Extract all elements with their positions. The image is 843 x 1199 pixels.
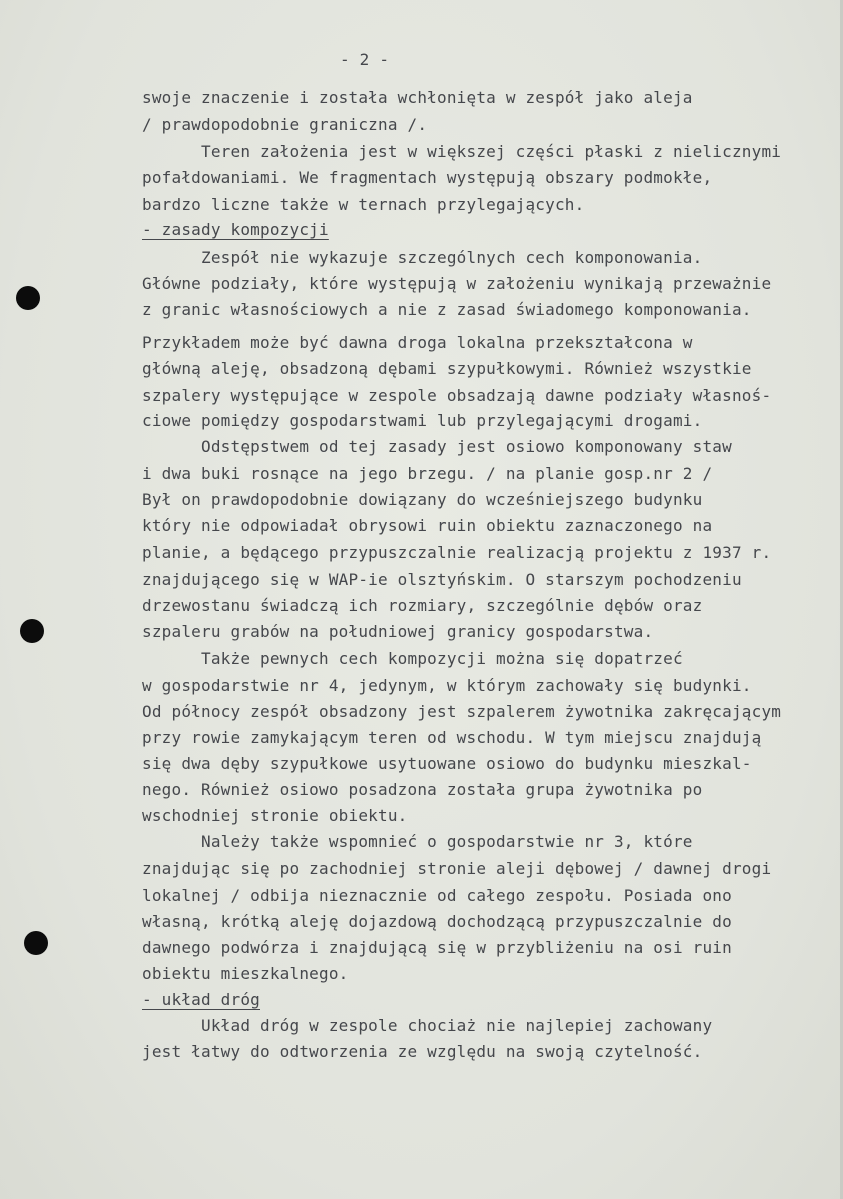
punch-hole-bottom [24, 931, 48, 955]
text-line: Zespół nie wykazuje szczególnych cech komponowania. [142, 248, 703, 267]
text-line: główną aleję, obsadzoną dębami szypułkowymi. Również wszystkie [142, 359, 752, 378]
text-line: pofałdowaniami. We fragmentach występują obszary podmokłe, [142, 168, 713, 187]
text-line: Układ dróg w zespole chociaż nie najlepiej zachowany [142, 1016, 713, 1035]
text-line: i dwa buki rosnące na jego brzegu. / na planie gosp.nr 2 / [142, 464, 713, 483]
text-line: obiektu mieszkalnego. [142, 964, 349, 983]
text-line: Teren założenia jest w większej części płaski z nielicznymi [142, 142, 782, 161]
text-line: z granic własnościowych a nie z zasad świadomego komponowania. [142, 300, 752, 319]
text-line: swoje znaczenie i została wchłonięta w zespół jako aleja [142, 88, 693, 107]
punch-hole-middle [20, 619, 44, 643]
text-line: Od północy zespół obsadzony jest szpalerem żywotnika zakręcającym [142, 702, 782, 721]
text-line: przy rowie zamykającym teren od wschodu. W tym miejscu znajdują [142, 728, 762, 747]
text-line: Przykładem może być dawna droga lokalna przekształcona w [142, 333, 693, 352]
section-heading-roads: - układ dróg [142, 990, 260, 1009]
text-line: drzewostanu świadczą ich rozmiary, szczególnie dębów oraz [142, 596, 703, 615]
section-heading-composition: - zasady kompozycji [142, 220, 329, 239]
text-line: jest łatwy do odtworzenia ze względu na swoją czytelność. [142, 1042, 703, 1061]
text-line: planie, a będącego przypuszczalnie realizacją projektu z 1937 r. [142, 543, 772, 562]
text-line: się dwa dęby szypułkowe usytuowane osiowo do budynku mieszkal- [142, 754, 752, 773]
page-number: - 2 - [340, 50, 390, 69]
text-line: lokalnej / odbija nieznacznie od całego zespołu. Posiada ono [142, 886, 732, 905]
text-line: dawnego podwórza i znajdującą się w przybliżeniu na osi ruin [142, 938, 732, 957]
text-line: znajdując się po zachodniej stronie alejі dębowej / dawnej drogi [142, 859, 772, 878]
text-line: nego. Również osiowo posadzona została grupa żywotnika po [142, 780, 703, 799]
punch-hole-top [16, 286, 40, 310]
text-line: znajdującego się w WAP-ie olsztyńskim. O starszym pochodzeniu [142, 570, 742, 589]
text-line: wschodniej stronie obiektu. [142, 806, 408, 825]
text-line: Należy także wspomnieć o gospodarstwie nr 3, które [142, 832, 693, 851]
text-line: Odstępstwem od tej zasady jest osiowo komponowany staw [142, 437, 732, 456]
text-line: Także pewnych cech kompozycji można się dopatrzeć [142, 649, 683, 668]
text-line: Był on prawdopodobnie dowiązany do wcześniejszego budynku [142, 490, 703, 509]
text-line: bardzo liczne także w ternach przylegających. [142, 195, 585, 214]
text-line: ciowe pomiędzy gospodarstwami lub przylegającymi drogami. [142, 411, 703, 430]
text-line: który nie odpowiadał obrysowi ruin obiektu zaznaczonego na [142, 516, 713, 535]
text-line: w gospodarstwie nr 4, jedynym, w którym zachowały się budynki. [142, 676, 752, 695]
text-line: własną, krótką aleję dojazdową dochodzącą przypuszczalnie do [142, 912, 732, 931]
text-line: / prawdopodobnie graniczna /. [142, 115, 428, 134]
text-line: szpaleru grabów na południowej granicy gospodarstwa. [142, 622, 654, 641]
text-line: szpalery występujące w zespole obsadzają dawne podziały własnoś- [142, 386, 772, 405]
text-line: Główne podziały, które występują w założeniu wynikają przeważnie [142, 274, 772, 293]
